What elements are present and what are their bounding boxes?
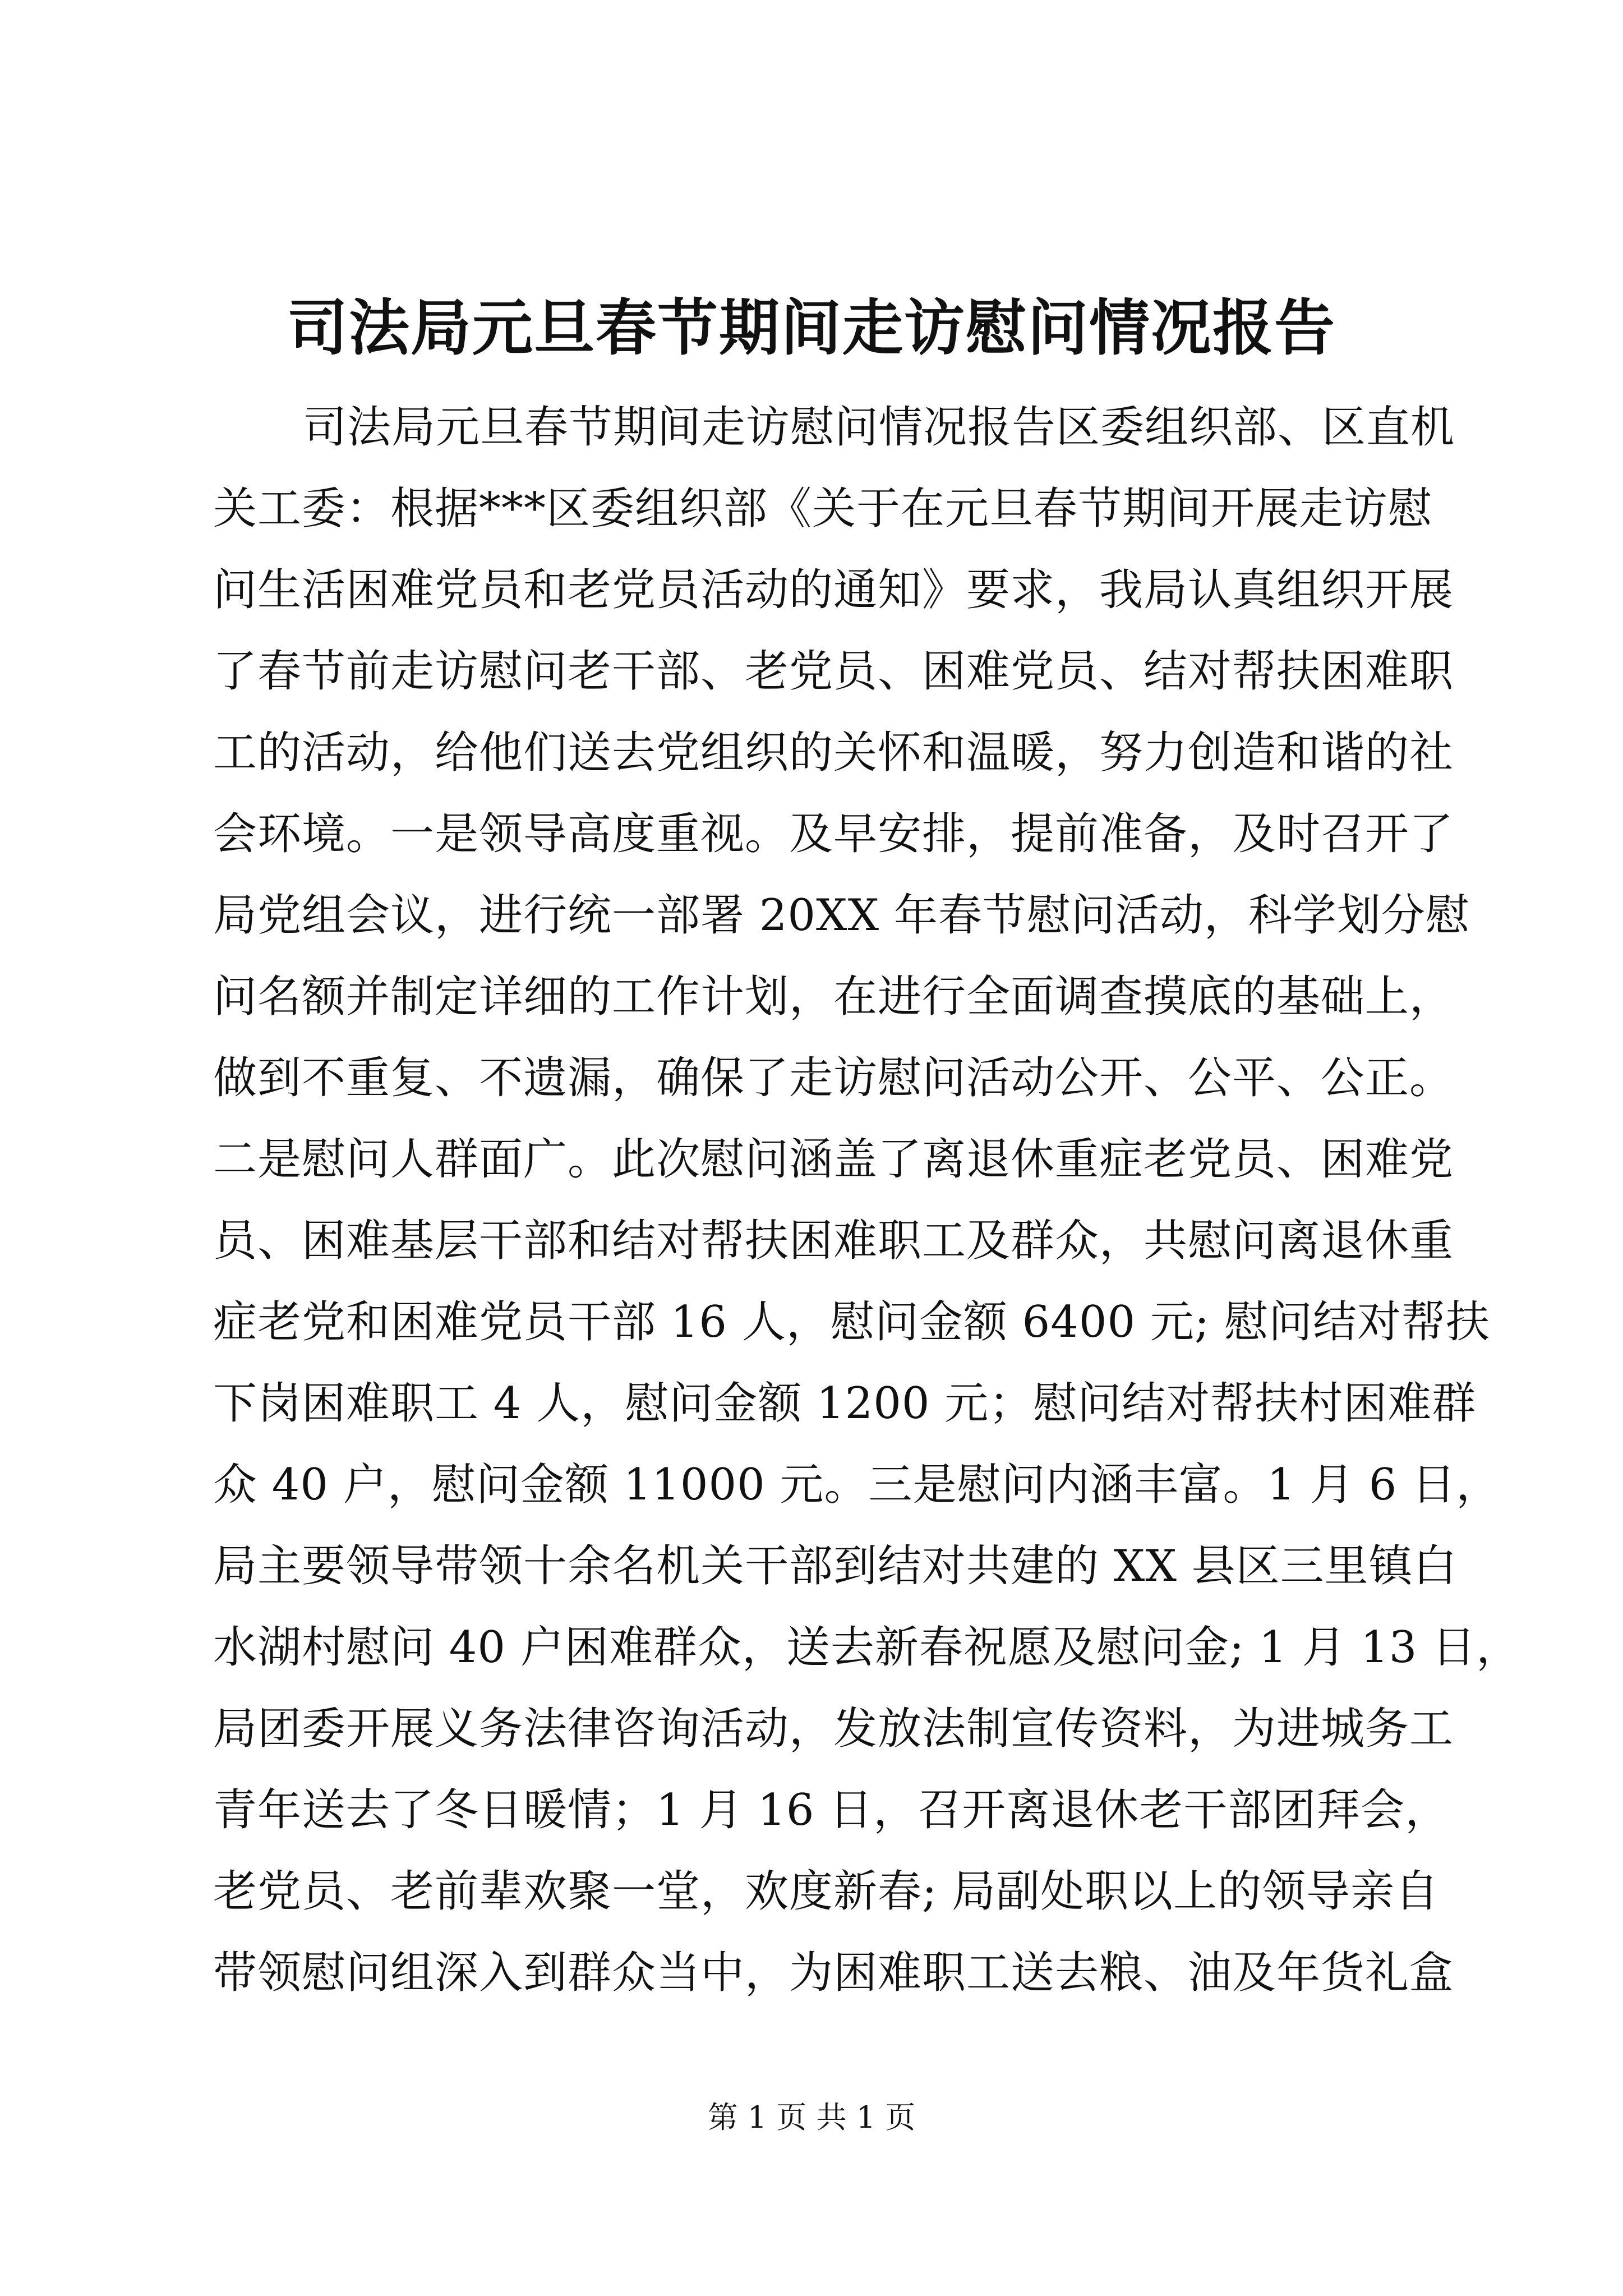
body-line: 老党员、老前辈欢聚一堂，欢度新春; 局副处职以上的领导亲自 xyxy=(213,1866,1440,1917)
body-line: 下岗困难职工 4 人，慰问金额 1200 元；慰问结对帮扶村困难群 xyxy=(213,1378,1477,1429)
body-line: 局党组会议，进行统一部署 20XX 年春节慰问活动，科学划分慰 xyxy=(213,890,1470,941)
body-line: 会环境。一是领导高度重视。及早安排，提前准备，及时召开了 xyxy=(213,809,1454,859)
body-line: 工的活动，给他们送去党组织的关怀和温暖，努力创造和谐的社 xyxy=(213,728,1454,778)
page-footer: 第 1 页 共 1 页 xyxy=(707,2100,916,2135)
body-line: 局主要领导带领十余名机关干部到结对共建的 XX 县区三里镇白 xyxy=(213,1541,1458,1591)
document-title: 司法局元旦春节期间走访慰问情况报告 xyxy=(287,293,1336,364)
body-line: 青年送去了冬日暖情；1 月 16 日，召开离退休老干部团拜会， xyxy=(213,1785,1450,1835)
body-line: 做到不重复、不遗漏，确保了走访慰问活动公开、公平、公正。 xyxy=(213,1053,1454,1103)
body-line: 了春节前走访慰问老干部、老党员、困难党员、结对帮扶困难职 xyxy=(213,646,1454,697)
body-line: 水湖村慰问 40 户困难群众，送去新春祝愿及慰问金; 1 月 13 日， xyxy=(213,1622,1521,1673)
body-line: 问名额并制定详细的工作计划，在进行全面调查摸底的基础上， xyxy=(213,972,1454,1022)
body-line: 问生活困难党员和老党员活动的通知》要求，我局认真组织开展 xyxy=(213,565,1454,615)
body-line: 关工委：根据***区委组织部《关于在元旦春节期间开展走访慰 xyxy=(213,484,1433,534)
body-line: 二是慰问人群面广。此次慰问涵盖了离退休重症老党员、困难党 xyxy=(213,1134,1454,1185)
document-body xyxy=(213,387,1521,2014)
body-line: 员、困难基层干部和结对帮扶困难职工及群众，共慰问离退休重 xyxy=(213,1216,1454,1266)
body-line: 症老党和困难党员干部 16 人，慰问金额 6400 元; 慰问结对帮扶 xyxy=(213,1297,1491,1347)
body-line: 众 40 户，慰问金额 11000 元。三是慰问内涵丰富。1 月 6 日， xyxy=(213,1460,1501,1510)
body-line: 司法局元旦春节期间走访慰问情况报告区委组织部、区直机 xyxy=(303,402,1455,453)
body-line: 带领慰问组深入到群众当中，为困难职工送去粮、油及年货礼盒 xyxy=(213,1948,1454,1998)
body-line: 局团委开展义务法律咨询活动，发放法制宣传资料，为进城务工 xyxy=(213,1704,1454,1754)
